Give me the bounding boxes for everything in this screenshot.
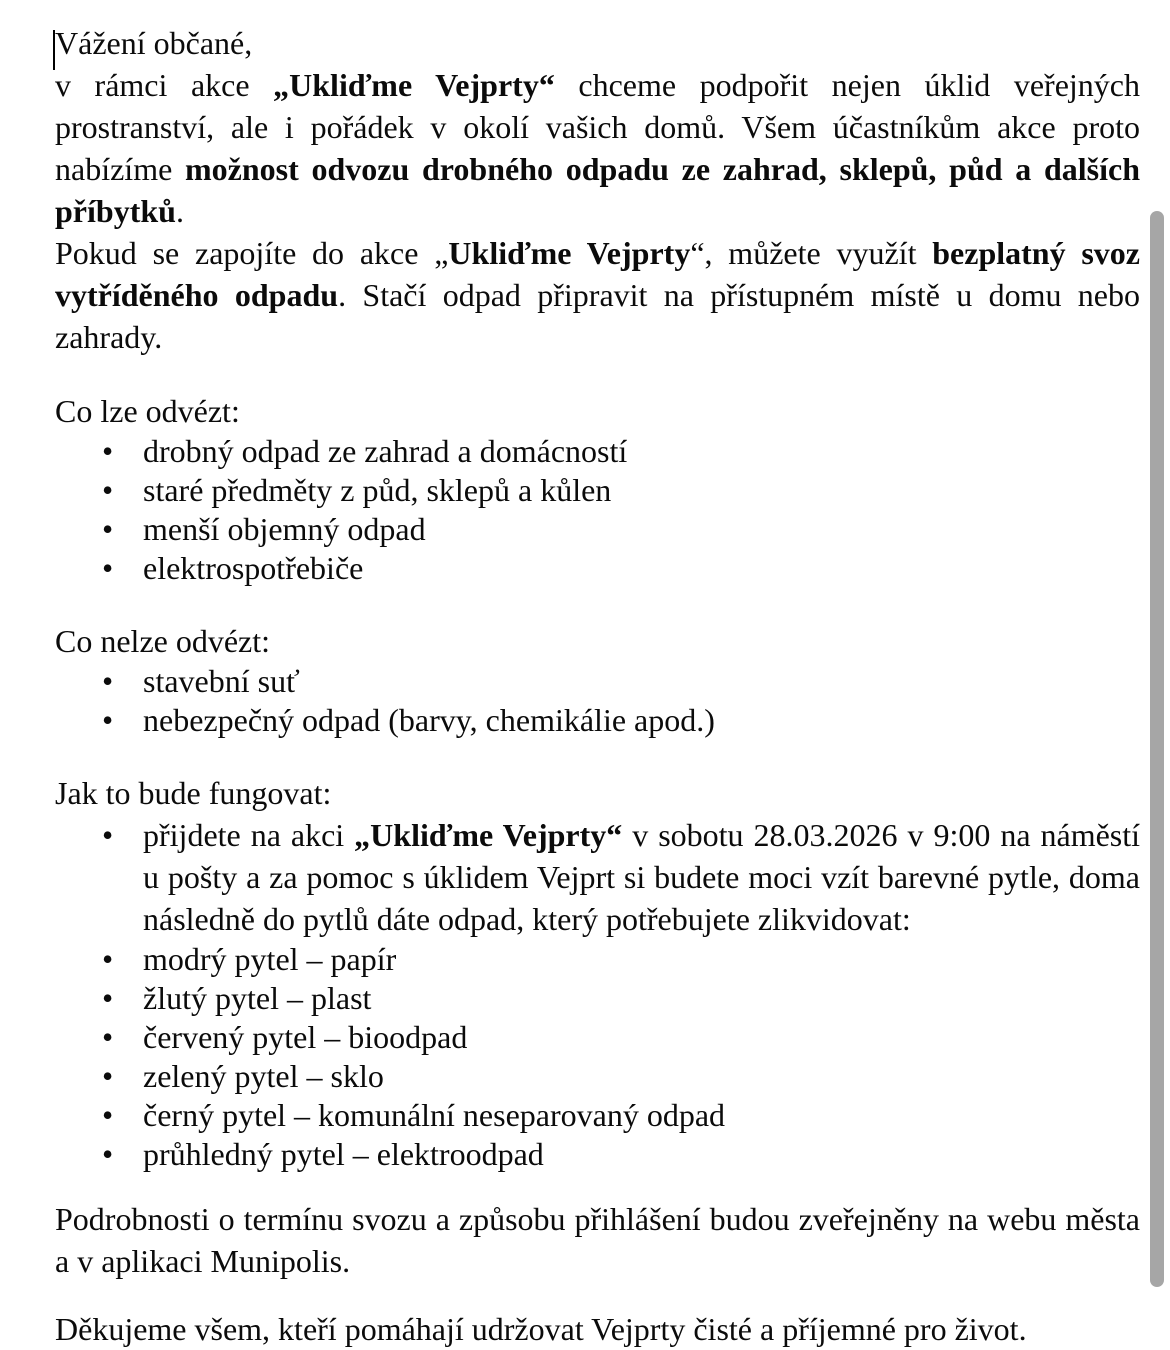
document-content	[55, 22, 1140, 1350]
paragraph-offer: Pokud se zapojíte do akce „Ukliďme Vejprty“, můžete využít bezplatný svoz vytříděného odpadu. Stačí odpad připravit na přístupném místě u domu nebo zahrady.	[55, 235, 1141, 355]
list-item-black-bag: • černý pytel – komunální neseparovaný odpad	[55, 1096, 1140, 1135]
list-item-garden-waste: • drobný odpad ze zahrad a domácností	[55, 432, 1140, 471]
paragraph-thanks: Děkujeme všem, kteří pomáhají udržovat Vejprty čisté a příjemné pro život.	[55, 1311, 1027, 1347]
paragraph-salutation: Vážení občané,	[55, 25, 253, 61]
paragraph-intro: v rámci akce „Ukliďme Vejprty“ chceme podpořit nejen úklid veřejných prostranství, ale i pořádek v okolí vašich domů. Všem účastníkům akce proto nabízíme možnost odvozu drobného odpadu ze zahrad, sklepů, půd a dalších příbytků.	[55, 67, 1141, 229]
list-item-transparent-bag: • průhledný pytel – elektroodpad	[55, 1135, 1140, 1174]
list-item-red-bag: • červený pytel – bioodpad	[55, 1018, 1140, 1057]
heading-what-cannot-be-taken: Co nelze odvézt:	[55, 623, 271, 659]
heading-what-can-be-taken: Co lze odvézt:	[55, 393, 240, 429]
list-item-electro: • elektrospotřebiče	[55, 549, 1140, 588]
paragraph-details: Podrobnosti o termínu svozu a způsobu přihlášení budou zveřejněny na webu města a v aplikaci Munipolis.	[55, 1201, 1140, 1279]
scrollbar-thumb[interactable]	[1150, 211, 1164, 1287]
list-item-event-info: • přijdete na akci „Ukliďme Vejprty“ v sobotu 28.03.2026 v 9:00 na náměstí u pošty a za pomoc s úklidem Vejprt si budete moci vzít barevné pytle, doma následně do pytlů dáte odpad, který potřebujete zlikvidovat:	[55, 814, 1140, 940]
list-item-bulky-waste: • menší objemný odpad	[55, 510, 1140, 549]
list-item-blue-bag: • modrý pytel – papír	[55, 940, 1140, 979]
list-item-yellow-bag: • žlutý pytel – plast	[55, 979, 1140, 1018]
list-item-old-objects: • staré předměty z půd, sklepů a kůlen	[55, 471, 1140, 510]
list-what-cannot-be-taken	[55, 662, 1140, 740]
list-item-green-bag: • zelený pytel – sklo	[55, 1057, 1140, 1096]
list-item-hazardous: • nebezpečný odpad (barvy, chemikálie apod.)	[55, 701, 1140, 740]
heading-how-it-works: Jak to bude fungovat:	[55, 775, 332, 811]
list-item-rubble: • stavební suť	[55, 662, 1140, 701]
list-how-it-works	[55, 814, 1140, 1174]
list-what-can-be-taken	[55, 432, 1140, 588]
